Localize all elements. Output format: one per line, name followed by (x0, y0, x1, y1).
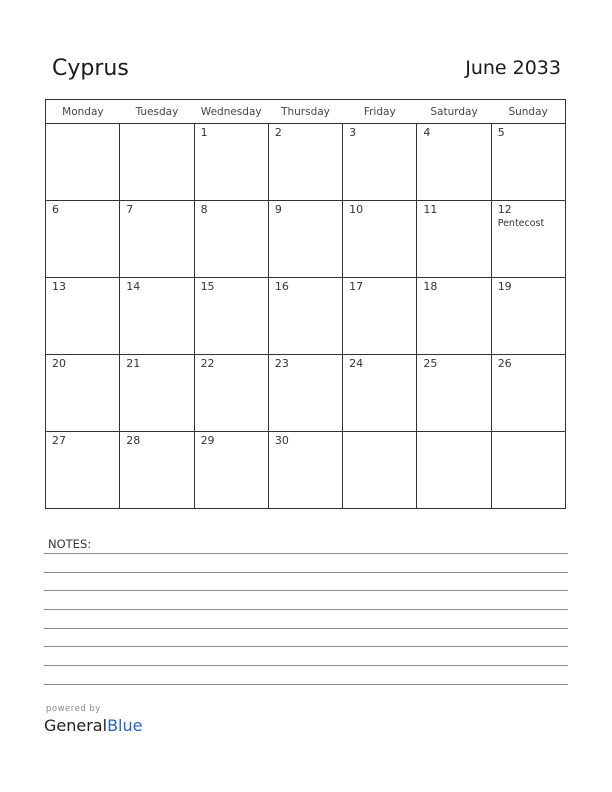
day-cell (491, 201, 565, 278)
note-line (44, 628, 568, 629)
day-number: 29 (200, 434, 215, 447)
day-cell (343, 278, 417, 355)
day-cell (417, 355, 491, 432)
day-cell (417, 432, 491, 509)
weekday-header: Wednesday (194, 100, 268, 124)
note-line (44, 609, 568, 610)
day-cell (491, 432, 565, 509)
day-cell (268, 432, 342, 509)
day-number: 14 (126, 280, 141, 293)
powered-by-label: powered by (46, 704, 101, 714)
weekday-header: Sunday (491, 100, 565, 124)
day-cell (120, 278, 194, 355)
day-number: 20 (52, 357, 66, 370)
day-number: 5 (497, 126, 505, 139)
weekday-header-row (46, 100, 566, 124)
day-cell (46, 355, 120, 432)
day-number: 30 (274, 434, 289, 447)
day-number: 22 (200, 357, 215, 370)
note-line (44, 572, 568, 573)
day-number: 9 (274, 203, 282, 216)
day-number: 12 (497, 203, 512, 216)
day-cell (46, 278, 120, 355)
day-cell (268, 278, 342, 355)
day-number: 28 (126, 434, 141, 447)
day-cell (120, 432, 194, 509)
day-number: 23 (274, 357, 289, 370)
day-cell (268, 355, 342, 432)
note-line (44, 590, 568, 591)
day-number: 1 (200, 126, 208, 139)
day-number: 4 (423, 126, 431, 139)
day-number: 11 (423, 203, 438, 216)
weekday-header: Friday (343, 100, 417, 124)
day-cell (417, 201, 491, 278)
weekday-header: Saturday (417, 100, 491, 124)
day-cell (268, 124, 342, 201)
day-number: 6 (52, 203, 59, 216)
day-number: 16 (274, 280, 289, 293)
day-number: 2 (274, 126, 282, 139)
week-row (46, 201, 566, 278)
weekday-header: Monday (46, 100, 120, 124)
country-title: Cyprus (52, 56, 129, 81)
day-cell (417, 278, 491, 355)
day-cell (491, 278, 565, 355)
day-number: 10 (349, 203, 364, 216)
day-cell (120, 201, 194, 278)
day-cell (343, 355, 417, 432)
weekday-header: Tuesday (120, 100, 194, 124)
brand-wordmark (44, 716, 142, 735)
brand-logo (44, 704, 142, 735)
day-number: 17 (349, 280, 364, 293)
day-cell (120, 355, 194, 432)
weekday-header: Thursday (268, 100, 342, 124)
day-number: 13 (52, 280, 66, 293)
day-number: 24 (349, 357, 364, 370)
day-cell (343, 432, 417, 509)
day-number: 21 (126, 357, 141, 370)
day-cell (194, 124, 268, 201)
day-cell (120, 124, 194, 201)
week-row (46, 278, 566, 355)
day-number: 3 (349, 126, 357, 139)
day-cell (194, 432, 268, 509)
month-year-title: June 2033 (465, 57, 561, 79)
week-row (46, 432, 566, 509)
calendar-grid (45, 99, 566, 509)
day-cell (194, 355, 268, 432)
note-line (44, 665, 568, 666)
brand-blue-text: Blue (107, 716, 143, 735)
day-number: 19 (497, 280, 512, 293)
day-number: 18 (423, 280, 438, 293)
day-cell (343, 124, 417, 201)
day-number: 7 (126, 203, 134, 216)
day-cell (417, 124, 491, 201)
day-cell (46, 201, 120, 278)
day-number: 8 (200, 203, 208, 216)
day-number: 25 (423, 357, 438, 370)
day-number: 26 (497, 357, 512, 370)
day-cell (194, 278, 268, 355)
day-cell (343, 201, 417, 278)
day-cell (268, 201, 342, 278)
day-cell (46, 432, 120, 509)
day-number: 15 (200, 280, 215, 293)
week-row (46, 355, 566, 432)
note-line (44, 684, 568, 685)
notes-label: NOTES: (48, 537, 92, 551)
holiday-label: Pentecost (497, 218, 545, 229)
note-line (44, 553, 568, 554)
day-cell (46, 124, 120, 201)
week-row (46, 124, 566, 201)
day-cell (194, 201, 268, 278)
day-cell (491, 355, 565, 432)
note-line (44, 646, 568, 647)
brand-general-text: General (44, 716, 108, 735)
day-cell (491, 124, 565, 201)
day-number: 27 (52, 434, 66, 447)
